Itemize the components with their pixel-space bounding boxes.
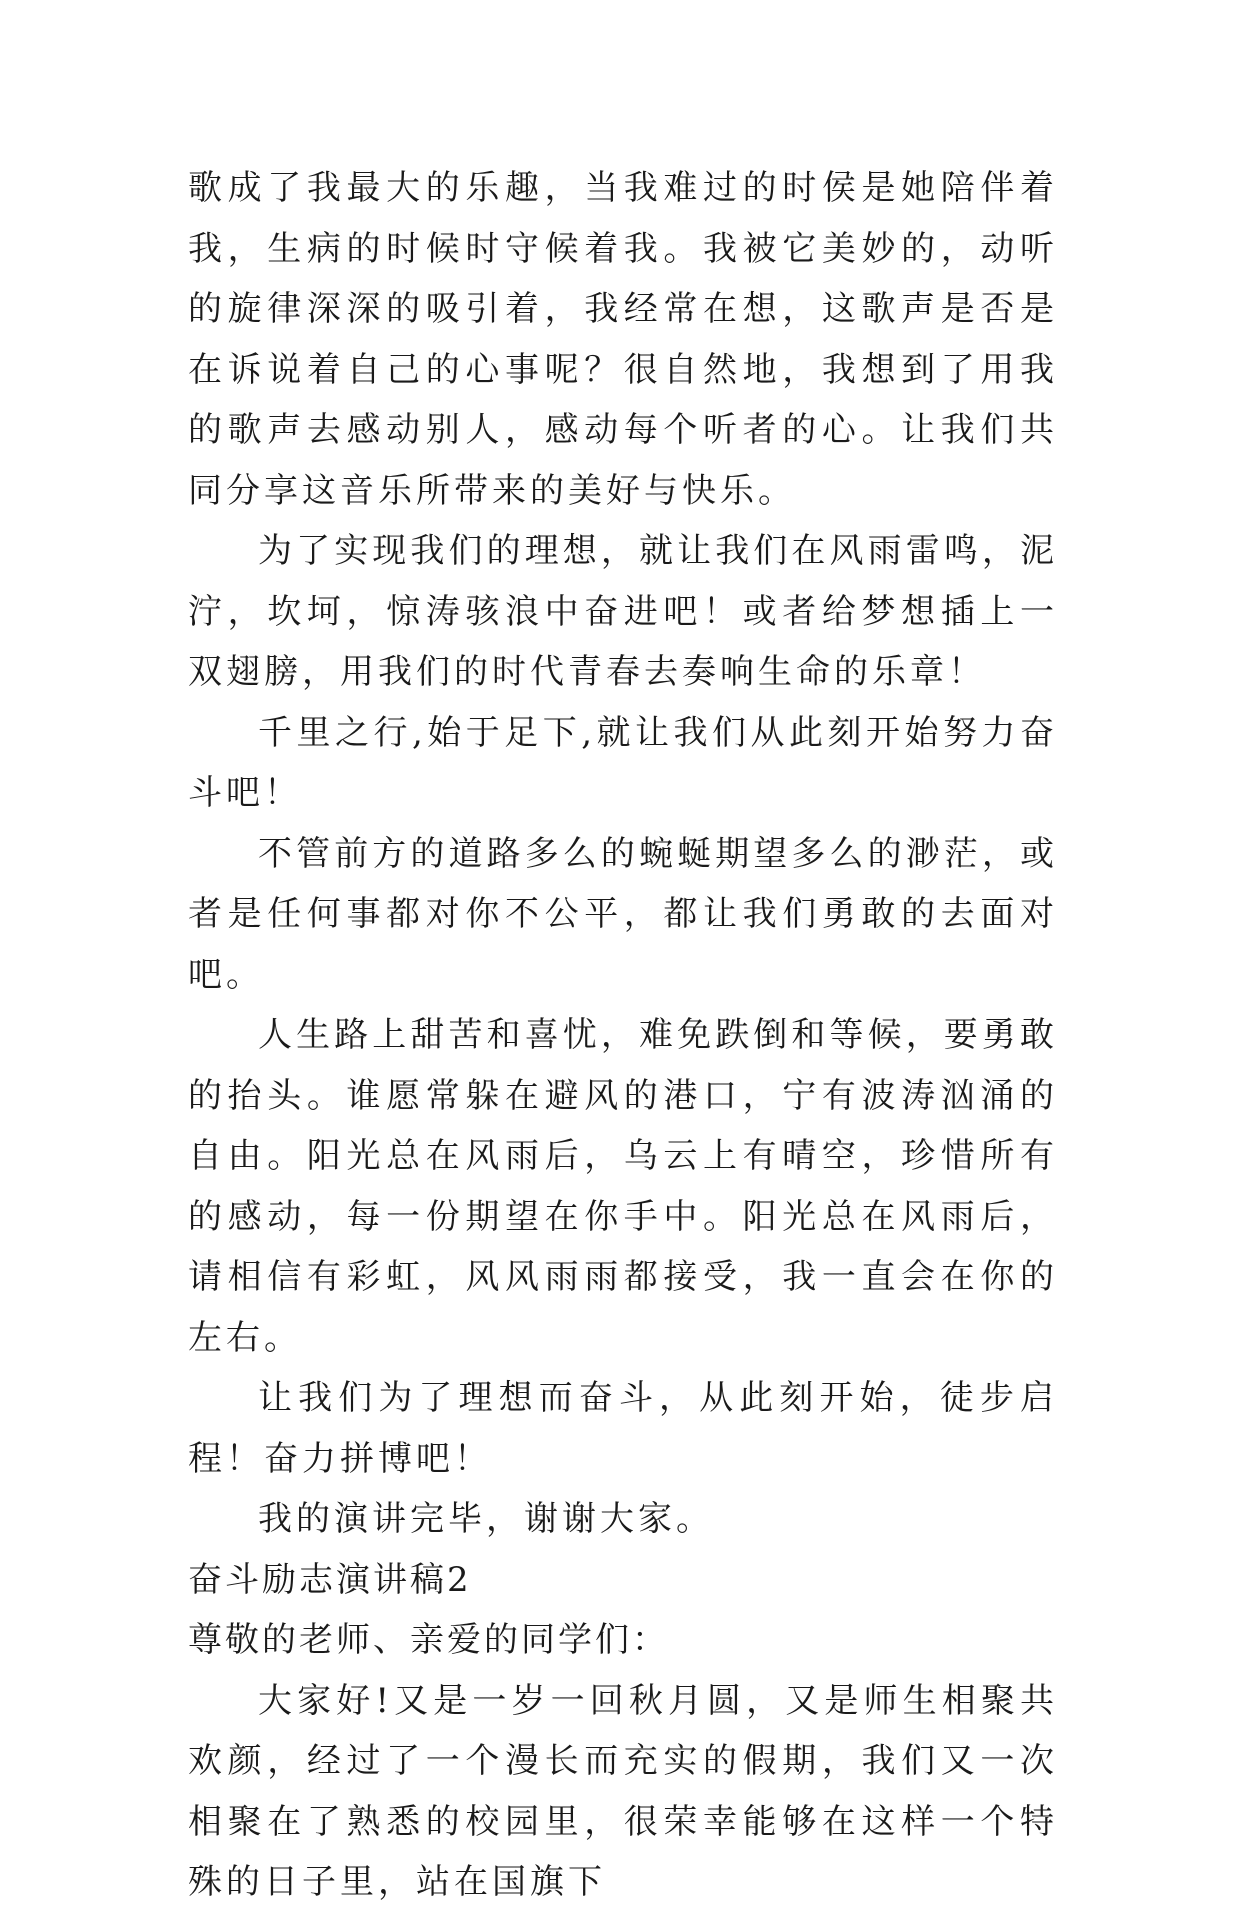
section-title: 奋斗励志演讲稿2	[188, 1559, 472, 1600]
paragraph: 让我们为了理想而奋斗，从此刻开始，徒步启程！奋力拼博吧！	[188, 1378, 1058, 1479]
salutation: 尊敬的老师、亲爱的同学们：	[188, 1620, 669, 1660]
paragraph: 大家好!又是一岁一回秋月圆，又是师生相聚共欢颜，经过了一个漫长而充实的假期，我们又一次相聚在了熟悉的校园里，很荣幸能够在这样一个特殊的日子里，站在国旗下	[188, 1680, 1058, 1902]
paragraph: 为了实现我们的理想，就让我们在风雨雷鸣，泥泞，坎坷，惊涛骇浪中奋进吧！或者给梦想插上一双翅膀，用我们的时代青春去奏响生命的乐章！	[188, 531, 1058, 692]
paragraph: 千里之行,始于足下,就让我们从此刻开始努力奋斗吧！	[188, 712, 1058, 813]
document-body	[188, 158, 1058, 1913]
paragraph-continued: 歌成了我最大的乐趣，当我难过的时侯是她陪伴着我，生病的时候时守候着我。我被它美妙的，动听的旋律深深的吸引着，我经常在想，这歌声是否是在诉说着自己的心事呢？很自然地，我想到了用我的歌声去感动别人，感动每个听者的心。让我们共同分享这音乐所带来的美好与快乐。	[188, 168, 1058, 511]
paragraph: 我的演讲完毕，谢谢大家。	[258, 1499, 714, 1539]
paragraph: 不管前方的道路多么的蜿蜒期望多么的渺茫，或者是任何事都对你不公平，都让我们勇敢的去面对吧。	[188, 833, 1058, 995]
paragraph: 人生路上甜苦和喜忧，难免跌倒和等候，要勇敢的抬头。谁愿常躲在避风的港口，宁有波涛汹涌的自由。阳光总在风雨后，乌云上有晴空，珍惜所有的感动，每一份期望在你手中。阳光总在风雨后，请相信有彩虹，风风雨雨都接受，我一直会在你的左右。	[188, 1015, 1058, 1358]
